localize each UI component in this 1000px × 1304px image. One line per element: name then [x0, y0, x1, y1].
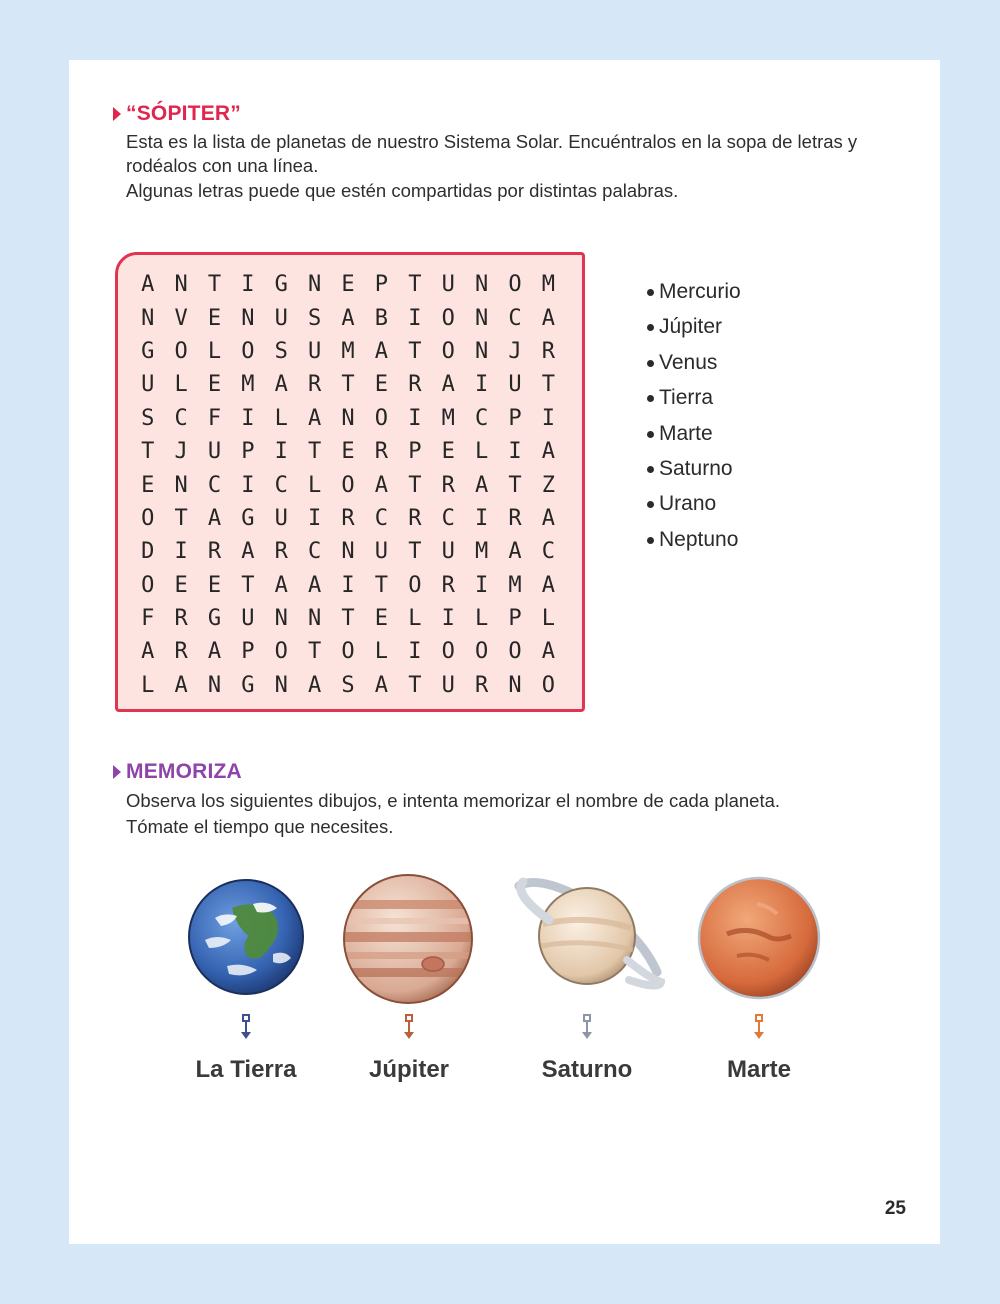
- grid-letter[interactable]: P: [508, 405, 522, 431]
- grid-letter[interactable]: R: [207, 539, 222, 565]
- grid-letter[interactable]: O: [441, 639, 455, 665]
- grid-letter[interactable]: O: [508, 272, 522, 298]
- grid-letter[interactable]: A: [207, 639, 222, 665]
- grid-letter[interactable]: C: [441, 505, 455, 531]
- grid-letter[interactable]: A: [541, 439, 555, 465]
- grid-letter[interactable]: D: [141, 539, 155, 565]
- bullet-icon: [647, 395, 654, 402]
- grid-letter[interactable]: T: [408, 672, 422, 698]
- grid-letter[interactable]: P: [374, 272, 389, 298]
- word-text: Tierra: [659, 386, 714, 410]
- grid-letter[interactable]: R: [408, 505, 422, 531]
- grid-letter[interactable]: L: [274, 405, 288, 431]
- grid-letter[interactable]: O: [474, 639, 489, 665]
- word-text: Mercurio: [659, 280, 741, 303]
- grid-letter[interactable]: U: [241, 606, 255, 632]
- grid-letter[interactable]: N: [474, 305, 489, 331]
- page: [69, 60, 940, 1244]
- grid-letter[interactable]: U: [374, 539, 389, 565]
- grid-letter[interactable]: T: [341, 606, 355, 632]
- grid-letter[interactable]: A: [474, 472, 489, 498]
- word-search-box: [115, 252, 585, 712]
- grid-letter[interactable]: A: [141, 639, 155, 665]
- grid-letter[interactable]: R: [441, 572, 455, 598]
- bullet-icon: [647, 324, 654, 331]
- word-list-item: [647, 420, 741, 455]
- grid-letter[interactable]: O: [141, 505, 155, 531]
- grid-letter[interactable]: A: [308, 672, 322, 698]
- word-text: Venus: [659, 350, 718, 374]
- grid-letter[interactable]: N: [474, 272, 489, 298]
- grid-letter[interactable]: A: [241, 539, 255, 565]
- grid-letter[interactable]: M: [508, 572, 522, 598]
- grid-letter[interactable]: R: [474, 672, 489, 698]
- page-number: 25: [884, 1198, 906, 1219]
- grid-letter[interactable]: L: [374, 639, 389, 665]
- planet-label-mars: Marte: [726, 1056, 792, 1083]
- triangle-bullet-icon: [113, 107, 121, 121]
- grid-letter[interactable]: U: [308, 338, 322, 364]
- planet-label-jupiter: Júpiter: [368, 1056, 449, 1083]
- grid-letter[interactable]: E: [374, 372, 389, 398]
- grid-letter[interactable]: N: [474, 338, 489, 364]
- grid-letter[interactable]: I: [241, 472, 255, 498]
- bullet-icon: [647, 537, 654, 544]
- grid-letter[interactable]: U: [441, 272, 455, 298]
- grid-letter[interactable]: U: [441, 539, 455, 565]
- grid-letter[interactable]: O: [441, 305, 455, 331]
- grid-letter[interactable]: A: [207, 505, 222, 531]
- word-search-grid: [131, 268, 565, 702]
- grid-letter[interactable]: T: [408, 338, 422, 364]
- grid-letter[interactable]: T: [374, 572, 389, 598]
- grid-letter[interactable]: C: [541, 539, 555, 565]
- grid-letter[interactable]: E: [141, 472, 155, 498]
- instructions-text: Esta es la lista de planetas de nuestro Sistema Solar. Encuéntralos en la sopa de letras y rodéalos con una línea.: [126, 131, 858, 176]
- triangle-bullet-icon: [113, 765, 121, 779]
- grid-letter[interactable]: G: [241, 505, 255, 531]
- grid-letter[interactable]: I: [474, 372, 489, 398]
- mars-icon: [697, 876, 821, 1000]
- grid-letter[interactable]: P: [408, 439, 422, 465]
- grid-letter[interactable]: S: [141, 405, 155, 431]
- grid-letter[interactable]: T: [207, 272, 222, 298]
- grid-letter[interactable]: A: [541, 639, 555, 665]
- grid-letter[interactable]: T: [241, 572, 255, 598]
- planet-label-saturn: Saturno: [541, 1056, 633, 1083]
- grid-letter[interactable]: C: [508, 305, 522, 331]
- grid-letter[interactable]: R: [508, 505, 522, 531]
- grid-letter[interactable]: C: [474, 405, 489, 431]
- grid-letter[interactable]: N: [274, 672, 288, 698]
- grid-letter[interactable]: I: [474, 505, 489, 531]
- word-text: Marte: [659, 421, 713, 445]
- grid-letter[interactable]: E: [341, 272, 355, 298]
- grid-letter[interactable]: A: [374, 338, 389, 364]
- grid-letter[interactable]: N: [341, 405, 355, 431]
- grid-letter[interactable]: E: [374, 606, 389, 632]
- word-list-item: [647, 313, 741, 348]
- grid-letter[interactable]: A: [308, 572, 322, 598]
- jupiter-icon: [341, 872, 475, 1006]
- grid-letter[interactable]: N: [508, 672, 522, 698]
- bullet-icon: [647, 289, 654, 296]
- grid-letter[interactable]: A: [541, 572, 555, 598]
- word-list-item: [647, 278, 741, 313]
- grid-letter[interactable]: T: [541, 372, 555, 398]
- arrow-down-icon: [752, 1014, 766, 1040]
- grid-letter[interactable]: I: [508, 439, 522, 465]
- grid-letter[interactable]: T: [308, 439, 322, 465]
- grid-letter[interactable]: P: [508, 606, 522, 632]
- planet-word-list: [647, 278, 741, 561]
- grid-letter[interactable]: M: [341, 338, 355, 364]
- grid-letter[interactable]: O: [241, 338, 255, 364]
- grid-letter[interactable]: R: [308, 372, 322, 398]
- section-title-sopiter: [113, 102, 241, 126]
- grid-letter[interactable]: R: [441, 472, 455, 498]
- grid-letter[interactable]: R: [374, 439, 389, 465]
- word-list-item: [647, 384, 741, 419]
- grid-letter[interactable]: L: [174, 372, 188, 398]
- grid-letter[interactable]: A: [308, 405, 322, 431]
- grid-letter[interactable]: A: [341, 305, 355, 331]
- grid-letter[interactable]: R: [408, 372, 422, 398]
- grid-letter[interactable]: I: [274, 439, 288, 465]
- grid-letter[interactable]: J: [174, 439, 188, 465]
- bullet-icon: [647, 360, 654, 367]
- grid-letter[interactable]: T: [174, 505, 188, 531]
- grid-letter[interactable]: L: [474, 606, 489, 632]
- word-text: Urano: [659, 492, 717, 516]
- grid-letter[interactable]: U: [441, 672, 455, 698]
- grid-letter[interactable]: U: [274, 305, 288, 331]
- grid-letter[interactable]: O: [441, 338, 455, 364]
- arrow-down-icon: [402, 1014, 416, 1040]
- grid-letter[interactable]: C: [274, 472, 288, 498]
- grid-letter[interactable]: R: [541, 338, 555, 364]
- grid-letter[interactable]: O: [408, 572, 422, 598]
- grid-letter[interactable]: O: [508, 639, 522, 665]
- grid-letter[interactable]: E: [174, 572, 188, 598]
- grid-letter[interactable]: L: [541, 606, 555, 632]
- grid-letter[interactable]: E: [207, 305, 222, 331]
- grid-letter[interactable]: I: [241, 405, 255, 431]
- grid-letter[interactable]: U: [207, 439, 222, 465]
- grid-letter[interactable]: O: [541, 672, 555, 698]
- grid-letter[interactable]: A: [141, 272, 155, 298]
- grid-letter[interactable]: N: [174, 272, 188, 298]
- grid-letter[interactable]: U: [141, 372, 155, 398]
- grid-letter[interactable]: A: [508, 539, 522, 565]
- grid-letter[interactable]: A: [274, 572, 288, 598]
- grid-letter[interactable]: A: [174, 672, 188, 698]
- grid-letter[interactable]: N: [274, 606, 288, 632]
- grid-letter[interactable]: F: [207, 405, 222, 431]
- grid-letter[interactable]: O: [274, 639, 288, 665]
- grid-letter[interactable]: M: [541, 272, 555, 298]
- grid-letter[interactable]: A: [441, 372, 455, 398]
- grid-letter[interactable]: I: [241, 272, 255, 298]
- grid-letter[interactable]: R: [341, 505, 355, 531]
- grid-letter[interactable]: O: [174, 338, 188, 364]
- grid-letter[interactable]: I: [341, 572, 355, 598]
- grid-letter[interactable]: T: [408, 472, 422, 498]
- grid-letter[interactable]: C: [308, 539, 322, 565]
- grid-letter[interactable]: P: [241, 639, 255, 665]
- grid-letter[interactable]: L: [308, 472, 322, 498]
- grid-letter[interactable]: E: [441, 439, 455, 465]
- grid-letter[interactable]: T: [308, 639, 322, 665]
- grid-letter[interactable]: I: [408, 639, 422, 665]
- grid-letter[interactable]: M: [441, 405, 455, 431]
- grid-letter[interactable]: N: [174, 472, 188, 498]
- grid-letter[interactable]: I: [541, 405, 555, 431]
- grid-letter[interactable]: I: [408, 305, 422, 331]
- earth-icon: [187, 878, 305, 996]
- memorize-instructions: Observa los siguientes dibujos, e intenta memorizar el nombre de cada planeta.: [126, 790, 781, 811]
- word-list-item: [647, 526, 741, 561]
- section-title-memoriza: [113, 760, 242, 784]
- arrow-down-icon: [580, 1014, 594, 1040]
- grid-letter[interactable]: O: [341, 472, 355, 498]
- grid-letter[interactable]: L: [474, 439, 489, 465]
- grid-letter[interactable]: V: [174, 305, 188, 331]
- word-text: Saturno: [659, 456, 733, 480]
- grid-letter[interactable]: N: [341, 539, 355, 565]
- grid-letter[interactable]: G: [274, 272, 288, 298]
- section-title-text: “SÓPITER”: [126, 102, 241, 125]
- grid-letter[interactable]: N: [141, 305, 155, 331]
- grid-letter[interactable]: S: [308, 305, 322, 331]
- grid-letter[interactable]: E: [341, 439, 355, 465]
- grid-letter[interactable]: I: [441, 606, 455, 632]
- grid-letter[interactable]: G: [141, 338, 155, 364]
- instructions-note: Algunas letras puede que estén compartidas por distintas palabras.: [126, 180, 679, 201]
- grid-letter[interactable]: A: [541, 505, 555, 531]
- grid-letter[interactable]: S: [274, 338, 288, 364]
- bullet-icon: [647, 431, 654, 438]
- grid-letter[interactable]: B: [374, 305, 389, 331]
- grid-letter[interactable]: O: [341, 639, 355, 665]
- grid-letter[interactable]: Z: [541, 472, 555, 498]
- grid-letter[interactable]: T: [408, 272, 422, 298]
- grid-letter[interactable]: A: [274, 372, 288, 398]
- grid-letter[interactable]: F: [141, 606, 155, 632]
- grid-letter[interactable]: E: [207, 572, 222, 598]
- planet-label-earth: La Tierra: [195, 1056, 297, 1083]
- grid-letter[interactable]: C: [207, 472, 222, 498]
- grid-letter[interactable]: A: [541, 305, 555, 331]
- grid-letter[interactable]: A: [374, 472, 389, 498]
- word-list-item: [647, 349, 741, 384]
- saturn-icon: [509, 872, 665, 1000]
- grid-letter[interactable]: J: [508, 338, 522, 364]
- word-text: Júpiter: [659, 315, 723, 339]
- grid-letter[interactable]: N: [207, 672, 222, 698]
- bullet-icon: [647, 466, 654, 473]
- grid-letter[interactable]: T: [141, 439, 155, 465]
- grid-letter[interactable]: T: [508, 472, 522, 498]
- grid-letter[interactable]: I: [474, 572, 489, 598]
- grid-letter[interactable]: I: [408, 405, 422, 431]
- grid-letter[interactable]: I: [174, 539, 188, 565]
- memorize-note: Tómate el tiempo que necesites.: [126, 816, 394, 837]
- grid-letter[interactable]: L: [408, 606, 422, 632]
- bullet-icon: [647, 501, 654, 508]
- grid-letter[interactable]: C: [174, 405, 188, 431]
- grid-letter[interactable]: N: [308, 272, 322, 298]
- grid-letter[interactable]: C: [374, 505, 389, 531]
- grid-letter[interactable]: S: [341, 672, 355, 698]
- grid-letter[interactable]: I: [308, 505, 322, 531]
- grid-letter[interactable]: T: [341, 372, 355, 398]
- arrow-down-icon: [239, 1014, 253, 1040]
- word-list-item: [647, 490, 741, 525]
- grid-letter[interactable]: N: [241, 305, 255, 331]
- grid-letter[interactable]: E: [207, 372, 222, 398]
- grid-letter[interactable]: R: [174, 639, 188, 665]
- section-title-text: MEMORIZA: [126, 760, 242, 783]
- grid-letter[interactable]: N: [308, 606, 322, 632]
- word-list-item: [647, 455, 741, 490]
- grid-letter[interactable]: L: [141, 672, 155, 698]
- grid-letter[interactable]: R: [174, 606, 188, 632]
- grid-letter[interactable]: O: [141, 572, 155, 598]
- grid-letter[interactable]: G: [207, 606, 222, 632]
- word-text: Neptuno: [659, 527, 739, 551]
- grid-letter[interactable]: T: [408, 539, 422, 565]
- grid-letter[interactable]: A: [374, 672, 389, 698]
- grid-letter[interactable]: U: [274, 505, 288, 531]
- grid-letter[interactable]: L: [207, 338, 222, 364]
- grid-letter[interactable]: G: [241, 672, 255, 698]
- grid-letter[interactable]: R: [274, 539, 288, 565]
- grid-letter[interactable]: M: [241, 372, 255, 398]
- grid-letter[interactable]: P: [241, 439, 255, 465]
- grid-letter[interactable]: M: [474, 539, 489, 565]
- grid-letter[interactable]: U: [508, 372, 522, 398]
- grid-letter[interactable]: O: [374, 405, 389, 431]
